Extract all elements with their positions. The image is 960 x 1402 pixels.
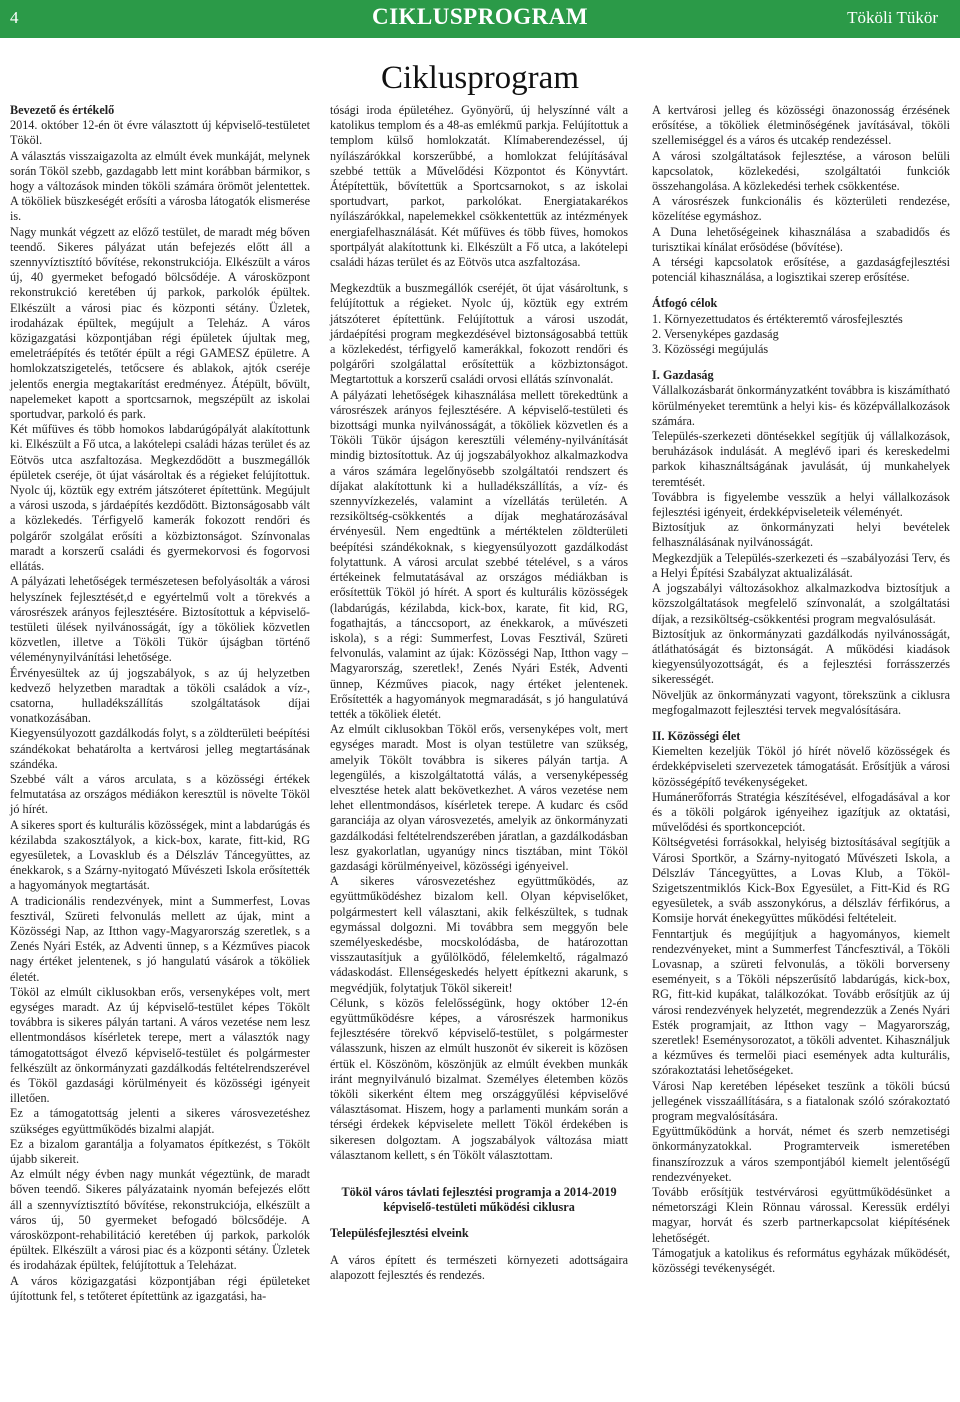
- text-column-2: [330, 103, 628, 1283]
- subheading: Bevezető és értékelő: [10, 103, 115, 117]
- paragraph: Az elmúlt ciklusokban Tököl erős, versenyképes volt, mert egységes maradt. Most is olyan testületre van szükség, amelyik Tökölt továbbra is sikeres pályán tartja. A legengülés, a kiszolgáltatottá válás, a versenyképesség elvesztése hetek alatt bekövetkezhet. A város vezetése nem lehet ellentmondásos, kísérletek terepe. A kudarc és csőd garanciája az olyan városvezetés, amelyik az önkormányzati gazdálkodási feltételrendszerében járatlan, a gazdálkodásban lesz gyakorlatlan, ugyanúgy nincs tisztában, mint Tököl gazdasági körülményeivel, közösségi igényeivel.: [330, 722, 628, 873]
- paragraph: Költségvetési forrásokkal, helyiség biztosításával segítjük a Városi Sportkör, a Szárny-nyitogató Művészeti Iskola, a Délszláv Táncegyüttes, a Lovas Klub, a Tököl-Szigetszentmiklós Kick-Box Egyesület, a Fitt-Kid és RG egyesületek, a sváb asszonykórus, a délszláv férfikórus, a Komsije horvát énekegyüttes működési feltételeit.: [652, 835, 950, 926]
- paragraph: 2. Versenyképes gazdaság: [652, 326, 779, 341]
- paragraph: A pályázati lehetőségek kihasználása mellett törekedtünk a városrészek arányos fejlesztésére. A képviselő-testületi és bizottsági munka nyilvánosságát, a tököliek közvetlen és a Tököli Tükör újságon keresztüli vélemény-nyilvánítását mindig biztosítottuk. Az új jogszabályokhoz alkalmazkodva a város számára legelőnyösebb szolgáltatói rendszert és díjakat alakítottunk ki a hulladékszállítás, a víz- és szennyvízkezelés, valamint a vízellátás területén. A rezsiköltség-csökkentés a díjak meghatározásával érvényesül. Nem engedtünk a mértéktelen zöldterületi beépítési szándékoknak, s kiegyensúlyozott gazdálkodást folytattunk. A városi arculat szebbé tételével, s a város értékeinek felmutatásával az országos médiákban is erősítettük Tököl jó hírét. A sport és kulturális közösségek (labdarúgás, kézilabda, kick-box, karate, fit kid, RG, fogathajtás, a tánccsoport, az énekkarok, a művészeti iskola), s a régi: Summerfest, Lovas Fesztivál, Szüreti felvonulás, valamint az újak: Közösségi Nap, Itthon vagy – Magyarország, szeretlek!, Zenés Nyári Esték, Adventi ünnep, Kézműves piacok, nagy értéket jelentenek. Erősítették a hagyományok megmaradását, s jó hangulatúvá tették a tököliek életét.: [330, 387, 628, 721]
- paragraph: Együttműködünk a horvát, német és szerb nemzetiségi önkormányzatokkal. Programterveik ismeretében finanszírozzuk a város szempontjából kiemelt jelentőségű rendezvényeket.: [652, 1124, 950, 1184]
- paragraph: tósági iroda épületéhez. Gyönyörű, új helyszínné vált a katolikus templom és a 48-as emlékmű parkja. Felújítottuk a templom külső homlokzatát. Klímaberendezéssel, új nyílászárókkal korszerűbbé, a homlokzat felújításával szebbé tettük a Művelődési Központot és Könyvtárt. Átépítettük, bővítettük a Sportcsarnokot, s az iskolai sportudvart, parkot, parkolókat. Energiatakarékos nyílászárókkal, napelemekkel csökkentettük az intézmények energiafelhasználását. Két műfüves és több füves, homokos sportpályát alakítottunk ki. Elkészült a Fő utca, a lakótelepi családi házas terület és az Eötvös utca aszfaltozása.: [330, 103, 628, 270]
- paragraph: A városi szolgáltatások fejlesztése, a városon belüli kapcsolatok, közlekedési, szolgáltatói funkciók összehangolása. A közlekedési terhek csökkentése.: [652, 148, 950, 194]
- paragraph-gap: [330, 1242, 628, 1253]
- header-bar: [0, 0, 960, 38]
- paragraph: 2014. október 12-én öt évre választott új képviselő-testületet Tököl.: [10, 118, 310, 148]
- paragraph: A térségi kapcsolatok erősítése, a gazdaságfejlesztési potenciál kihasználása, a logisztikai szerep erősítése.: [652, 255, 950, 285]
- article-title: Ciklusprogram: [381, 60, 579, 96]
- paragraph: A városrészek funkcionális és közterületi rendezése, közelítése egymáshoz.: [652, 194, 950, 224]
- subheading: Településfejlesztési elveink: [330, 1226, 469, 1241]
- paragraph: Biztosítjuk az önkormányzati gazdálkodás nyilvánosságát, átláthatóságát és biztonságát. A működési kiadások kiegyensúlyozottságát, és a fejlesztési forrásszerzés sikerességét.: [652, 626, 950, 687]
- paragraph: A választás visszaigazolta az elmúlt évek munkáját, melynek során Tököl szebb, gazdagabb lett mint korábban bármikor, s hogy a változások minden tököli számára örömöt jelentettek. A tököliek büszkeségét erősíti a városba látogatók elismerése is.: [10, 148, 310, 224]
- paragraph-gap: [652, 357, 950, 368]
- subheading: I. Gazdaság: [652, 368, 714, 383]
- paragraph: Humánerőforrás Stratégia készítésével, elfogadásával a kor és a tököli polgárok igényeihez igazítjuk az oktatási, művelődési és sportkoncepciót.: [652, 789, 950, 835]
- subheading: Átfogó célok: [652, 296, 718, 311]
- paragraph-gap: [330, 1174, 628, 1185]
- paragraph-gap: [330, 1215, 628, 1226]
- paragraph-gap: [330, 270, 628, 281]
- paragraph: Városi Nap keretében lépéseket teszünk a tököli búcsú jellegének visszaállítására, s a fiatalonak szóló szórakoztató program megvalósítására.: [652, 1078, 950, 1123]
- paragraph: A pályázati lehetőségek természetesen befolyásolták a városi helyszínek fejlesztését,d e egyértelmű volt a törekvés a városrészek arányos fejlesztésére. Biztosítottuk a képviselő-testületi ülések nyilvánosságát, így a tököliek közvetlen közvetlen, illetve a Tököli Tükör újságban történő véleménynyilvánítási lehetősége.: [10, 574, 310, 665]
- paragraph: Nagy munkát végzett az előző testület, de maradt még bőven teendő. Sikeres pályázat után befejezés előtt áll a szennyvíztisztító bővítése, rekonstrukciója. Elkészült a város új, 40 gyermeket befogadó bölcsődéje. A városközpont rekonstrukció keretében új parkok, parkolók épültek. Elkészült a városi piac és központi sétány. Üzletek, irodaházak épültek, megújult a Teleház. A város közigazgatási központjában régi épületek újultak meg, emeletráépítés és tetőtér épült a régi GAMESZ épületre. A homlokzatszigetelés, tetőcsere és ablakok, ajtók cseréje jelentős energia megtakarítást eredményez. Átépült, bővült, napelemeket kapott a sportcsarnok, megszépült az iskolai sportudvar, parkoló és park.: [10, 224, 310, 422]
- paragraph: A sikeres városvezetéshez együttműködés, az együttműködéshez bizalom kell. Olyan képviselőket, polgármestert kell választani, akik felkészültek, s tudnak egymással dolgozni. Mi továbbra sem meggyőn bele személyeskedésbe, mocskolódásba, de határozottan visszautasítjuk a gyűlölködő, félelemkeltő, rágalmazó vádaskodást. Ellenségeskedés helyett építkezni akarunk, s megvédjük, folytatjuk Tököl sikereit!: [330, 874, 628, 995]
- paragraph: A város épített és természeti környezeti adottságaira alapozott fejlesztés és rendezés.: [330, 1252, 628, 1282]
- paragraph: Biztosítjuk az önkormányzati helyi bevételek felhasználásának nyilvánosságát.: [652, 520, 950, 550]
- paragraph: Ez a támogatottság jelenti a sikeres városvezetéshez szükséges együttműködés bizalmi alapját.: [10, 1106, 310, 1136]
- paragraph: Megkezdtük a buszmegállók cseréjét, öt újat vásároltunk, s felújítottuk a régieket. Nyolc új, köztük egy extrém játszóteret építettünk. Felújítottuk a városi uszodát, járdaépítési program megkezdésével biztonságosabbá tettük a közlekedést, térfigyelő kamerákkal, fokozott rendőri és polgárőri szolgálattal erősítettük a közbiztonságot. Megtartottuk a korszerű családi orvosi ellátás színvonalát.: [330, 281, 628, 387]
- paragraph: Érvényesültek az új jogszabályok, s az új helyzetben kedvező helyzetben maradtak a tököli családok a víz-, csatorna, hulladékszállítás szolgáltatások díjai vonatkozásában.: [10, 665, 310, 726]
- paragraph: Ez a bizalom garantálja a folyamatos építkezést, s Tökölt újabb sikereit.: [10, 1136, 310, 1167]
- paragraph: Továbbra is figyelembe vesszük a helyi vállalkozások fejlesztési igényeit, érdekképviseleteik véleményét.: [652, 489, 950, 520]
- paragraph: Fenntartjuk és megújítjuk a hagyományos, kiemelt rendezvényeket, mint a Summerfest Táncfesztivál, a Tököli Lovasnap, a szüreti felvonulás, a tököli borverseny eseményeit, s a Tököli népszerűsítő labdarúgás, kick-box, RG, fitt-kid kupákat, találkozókat. Tovább erősítjük az új városi rendezvények helyzetét, megrendezzük a Zenés Nyári Esték programjait, az Itthon vagy – Magyarország, szeretlek! Eseménysorozatot, a tököli adventet. Kihasználjuk a kézműves és termelői piaci események adta kulturális, szórakoztatási lehetőségeket.: [652, 926, 950, 1078]
- paragraph: A sikeres sport és kulturális közösségek, mint a labdarúgás és kézilabda szakosztályok, a kick-box, karate, fitt-kid, RG egyesületek, a Lovasklub és a Délszláv Táncegyüttes, az énekkarok, s a Szárny-nyitogató Művészeti Iskola erősítették a hagyományok megtartását.: [10, 817, 310, 893]
- paragraph-gap: [652, 718, 950, 729]
- text-column-3: [652, 103, 950, 1276]
- paragraph-gap: [652, 285, 950, 296]
- paragraph: A város közigazgatási központjában régi épületeket újítottunk fel, s tetőteret építettünk az igazgatási, ha-: [10, 1273, 310, 1303]
- paragraph: Két műfüves és több homokos labdarúgópályát alakítottunk ki. Elkészült a Fő utca, a lakótelepi családi házas terület és az Eötvös utca aszfaltozása. Megkezdődött a buszmegállók épületek cseréje, öt újat vásároltak és a régieket felújítottuk. Nyolc új, köztük egy extrém játszóteret építettünk. Megújult a városi uszoda, s járdaépítés kezdődött. Biztonságosabb vált a közlekedés. Térfigyelő kamerák fokozott rendőri és polgárőr szolgálat erősíti a közbiztonságot. Színvonalas maradt a korszerű családi és gyermekorvosi és fogorvosi ellátás.: [10, 422, 310, 574]
- paragraph: Tovább erősítjük testvérvárosi együttműködésünket a németországi Klein Rönnau várossal. Keressük erdélyi magyar, horvát és szerb partnerkapcsolat kiépítésének lehetőségét.: [652, 1185, 950, 1245]
- paragraph: Kiegyensúlyozott gazdálkodás folyt, s a zöldterületi beépítési szándékokat behatárolta a kertvárosi jelleg megtartásának szándéka.: [10, 726, 310, 771]
- paragraph: Célunk, s közös felelősségünk, hogy október 12-én együttműködésre képes, a városrészek harmonikus fejlesztésére törekvő képviselő-testület, s polgármester válasszunk, hiszen az elmúlt huszonöt év sikereit is közösen értük el. Köszönöm, köszönjük az elmúlt években munkák iránt megnyilvánuló bizalmat. Személyes életemben közös tököli sikerként éltem meg országgyűlési képviselővé választásomat. Hiszem, hogy a parlamenti munkám során a térségi érdekek képviselete mellett Tököl érdekében is sikeresen dolgoztam. A jogszabályok változása miatt választanom kellett, s én Tökölt választottam.: [330, 995, 628, 1162]
- paragraph: Szebbé vált a város arculata, s a közösségi értékek felmutatása az országos médiákon keresztül is növelte Tököl jó hírét.: [10, 771, 310, 817]
- paragraph: A kertvárosi jelleg és közösségi önazonosság érzésének erősítése, a tököliek életminőségének javításával, tököli szellemiséggel és a város és utcakép rendezéssel.: [652, 103, 950, 148]
- paragraph: A jogszabályi változásokhoz alkalmazkodva biztosítjuk a közszolgáltatások megfelelő színvonalát, a szolgáltatási díjak, a rezsiköltség-csökkentési program megvalósulását.: [652, 581, 950, 626]
- text-column-1: [10, 103, 310, 1304]
- paragraph: 3. Közösségi megújulás: [652, 342, 769, 357]
- publication-name: Tököli Tükör: [847, 8, 938, 27]
- paragraph: Az elmúlt négy évben nagy munkát végeztünk, de maradt bőven teendő. Sikeres pályázataink nyomán befejezés előtt áll a szennyvíztisztító bővítése, rekonstrukciója, elkészült a város új, 50 gyermeket befogadó bölcsődéje. A városközpont-rehabilitáció keretében új parkok, parkolók épültek. Elkészült a városi piac és a központi sétány. Üzletek és irodaházak épültek, felújítottuk a Teleházat.: [10, 1167, 310, 1273]
- paragraph: Vállalkozásbarát önkormányzatként továbbra is kiszámítható körülményeket teremtünk a helyi kis- és középvállalkozások számára.: [652, 383, 950, 428]
- paragraph: Tököl az elmúlt ciklusokban erős, versenyképes volt, mert egységes maradt. Az új képviselő-testület képes Tökölt továbbra is sikeres pályán tartani. A város vezetése nem lesz ellentmondásos kísérletek terepe, mert a választók nagy támogatottságot élvező képviselő-testület és polgármester felkészült az önkormányzati gazdálkodás feltételrendszerével és Tököl gazdasági körülményeit és közösségi igényeit illetően.: [10, 984, 310, 1106]
- paragraph: Növeljük az önkormányzati vagyont, törekszünk a ciklusra megfogalmazott fejlesztési tervek megvalósítására.: [652, 687, 950, 717]
- subheading: Tököl város távlati fejlesztési programja a 2014-2019 képviselő-testületi működési ciklusra: [341, 1185, 617, 1215]
- paragraph: 1. Környezettudatos és értékteremtő városfejlesztés: [652, 311, 903, 326]
- section-title: CIKLUSPROGRAM: [371, 4, 589, 29]
- paragraph: Település-szerkezeti döntésekkel segítjük új vállalkozások, beruházások indulását. A meglévő ipari és kereskedelmi parkok kihasználtságának javulását, új munkahelyek teremtését.: [652, 429, 950, 489]
- paragraph: Támogatjuk a katolikus és református egyházak működését, közösségi tevékenységét.: [652, 1245, 950, 1276]
- page-number: 4: [10, 8, 19, 27]
- paragraph: Kiemelten kezeljük Tököl jó hírét növelő közösségek és érdekképviseleti szervezetek támogatását. Erősítjük a városi közösségépítő tevékenységeket.: [652, 744, 950, 789]
- paragraph-gap: [330, 1163, 628, 1174]
- paragraph: Megkezdjük a Település-szerkezeti és –szabályozási Terv, és a Helyi Építési Szabályzat aktualizálását.: [652, 550, 950, 580]
- paragraph: A tradicionális rendezvények, mint a Summerfest, Lovas fesztivál, Szüreti felvonulás mellett az újak, mint a Közösségi Nap, az Itthon vagy-Magyarország szeretlek, s a Zenés Nyári Esték, az Adventi ünnep, s a Kézműves piacok nagy értéket jelentenek, s jó hangulatú vásárok a tököliek életét.: [10, 893, 310, 984]
- subheading: II. Közösségi élet: [652, 728, 741, 743]
- paragraph: A Duna lehetőségeinek kihasználása a szabadidős és turisztikai kínálat erősödése (bővítése).: [652, 224, 950, 254]
